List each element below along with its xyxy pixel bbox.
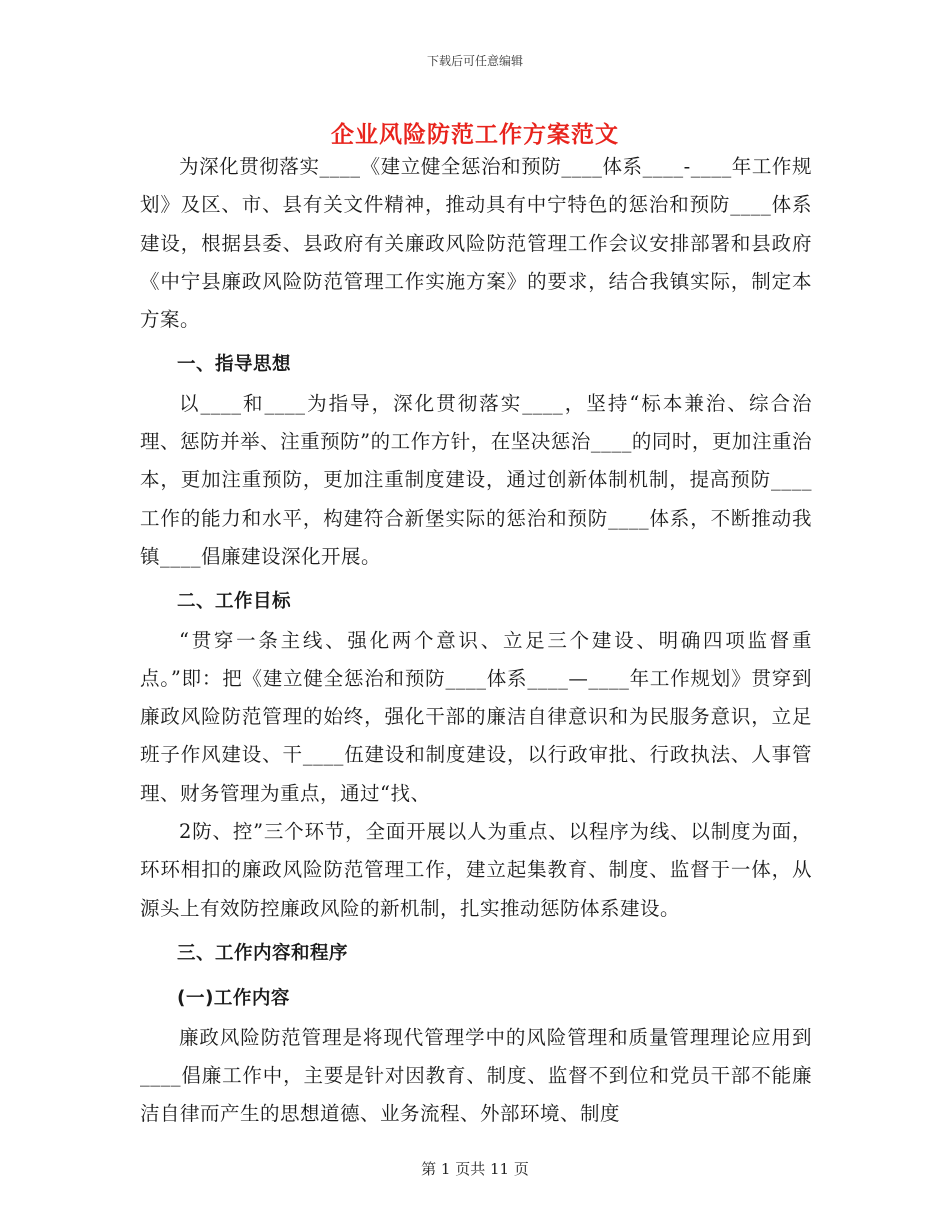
guiding-thought-paragraph: 以____和____为指导，深化贯彻落实____，坚持“标本兼治、综合治理、惩防并举、注重预防”的工作方针，在坚决惩治____的同时，更加注重治本，更加注重预防，更加注重制度建设，通过创新体制机制，提高预防____工作的能力和水平，构建符合新堡实际的惩治和预防____体系，不断推动我镇____倡廉建设深化开展。	[140, 391, 812, 568]
section-heading-guiding-thought: 一、指导思想	[177, 354, 292, 376]
work-content-paragraph: 廉政风险防范管理是将现代管理学中的风险管理和质量管理理论应用到____倡廉工作中，主要是针对因教育、制度、监督不到位和党员干部不能廉洁自律而产生的思想道德、业务流程、外部环境、制度	[140, 1025, 812, 1126]
work-goals-continued-paragraph: 2防、控”三个环节，全面开展以人为重点、以程序为线、以制度为面，环环相扣的廉政风险防范管理工作，建立起集教育、制度、监督于一体，从源头上有效防控廉政风险的新机制，扎实推动惩防体系建设。	[140, 820, 812, 920]
work-goals-paragraph: “贯穿一条主线、强化两个意识、立足三个建设、明确四项监督重点。”即：把《建立健全惩治和预防____体系____—____年工作规划》贯穿到廉政风险防范管理的始终，强化干部的廉洁自律意识和为民服务意识，立足班子作风建设、干____伍建设和制度建设，以行政审批、行政执法、人事管理、财务管理为重点，通过“找、	[140, 628, 812, 805]
subsection-heading-work-content: (一)工作内容	[177, 988, 290, 1010]
header-note: 下载后可任意编辑	[426, 54, 523, 68]
section-heading-work-goals: 二、工作目标	[177, 591, 292, 613]
section-heading-content-and-procedure: 三、工作内容和程序	[177, 942, 349, 964]
document-body	[140, 148, 812, 1133]
page-footer: 第 1 页共 11 页	[421, 1160, 529, 1178]
document-title: 企业风险防范工作方案范文	[331, 121, 619, 148]
intro-paragraph: 为深化贯彻落实____《建立健全惩治和预防____体系____-____年工作规划》及区、市、县有关文件精神，推动具有中宁特色的惩治和预防____体系建设，根据县委、县政府有关廉政风险防范管理工作会议安排部署和县政府《中宁县廉政风险防范管理工作实施方案》的要求，结合我镇实际，制定本方案。	[140, 155, 812, 332]
